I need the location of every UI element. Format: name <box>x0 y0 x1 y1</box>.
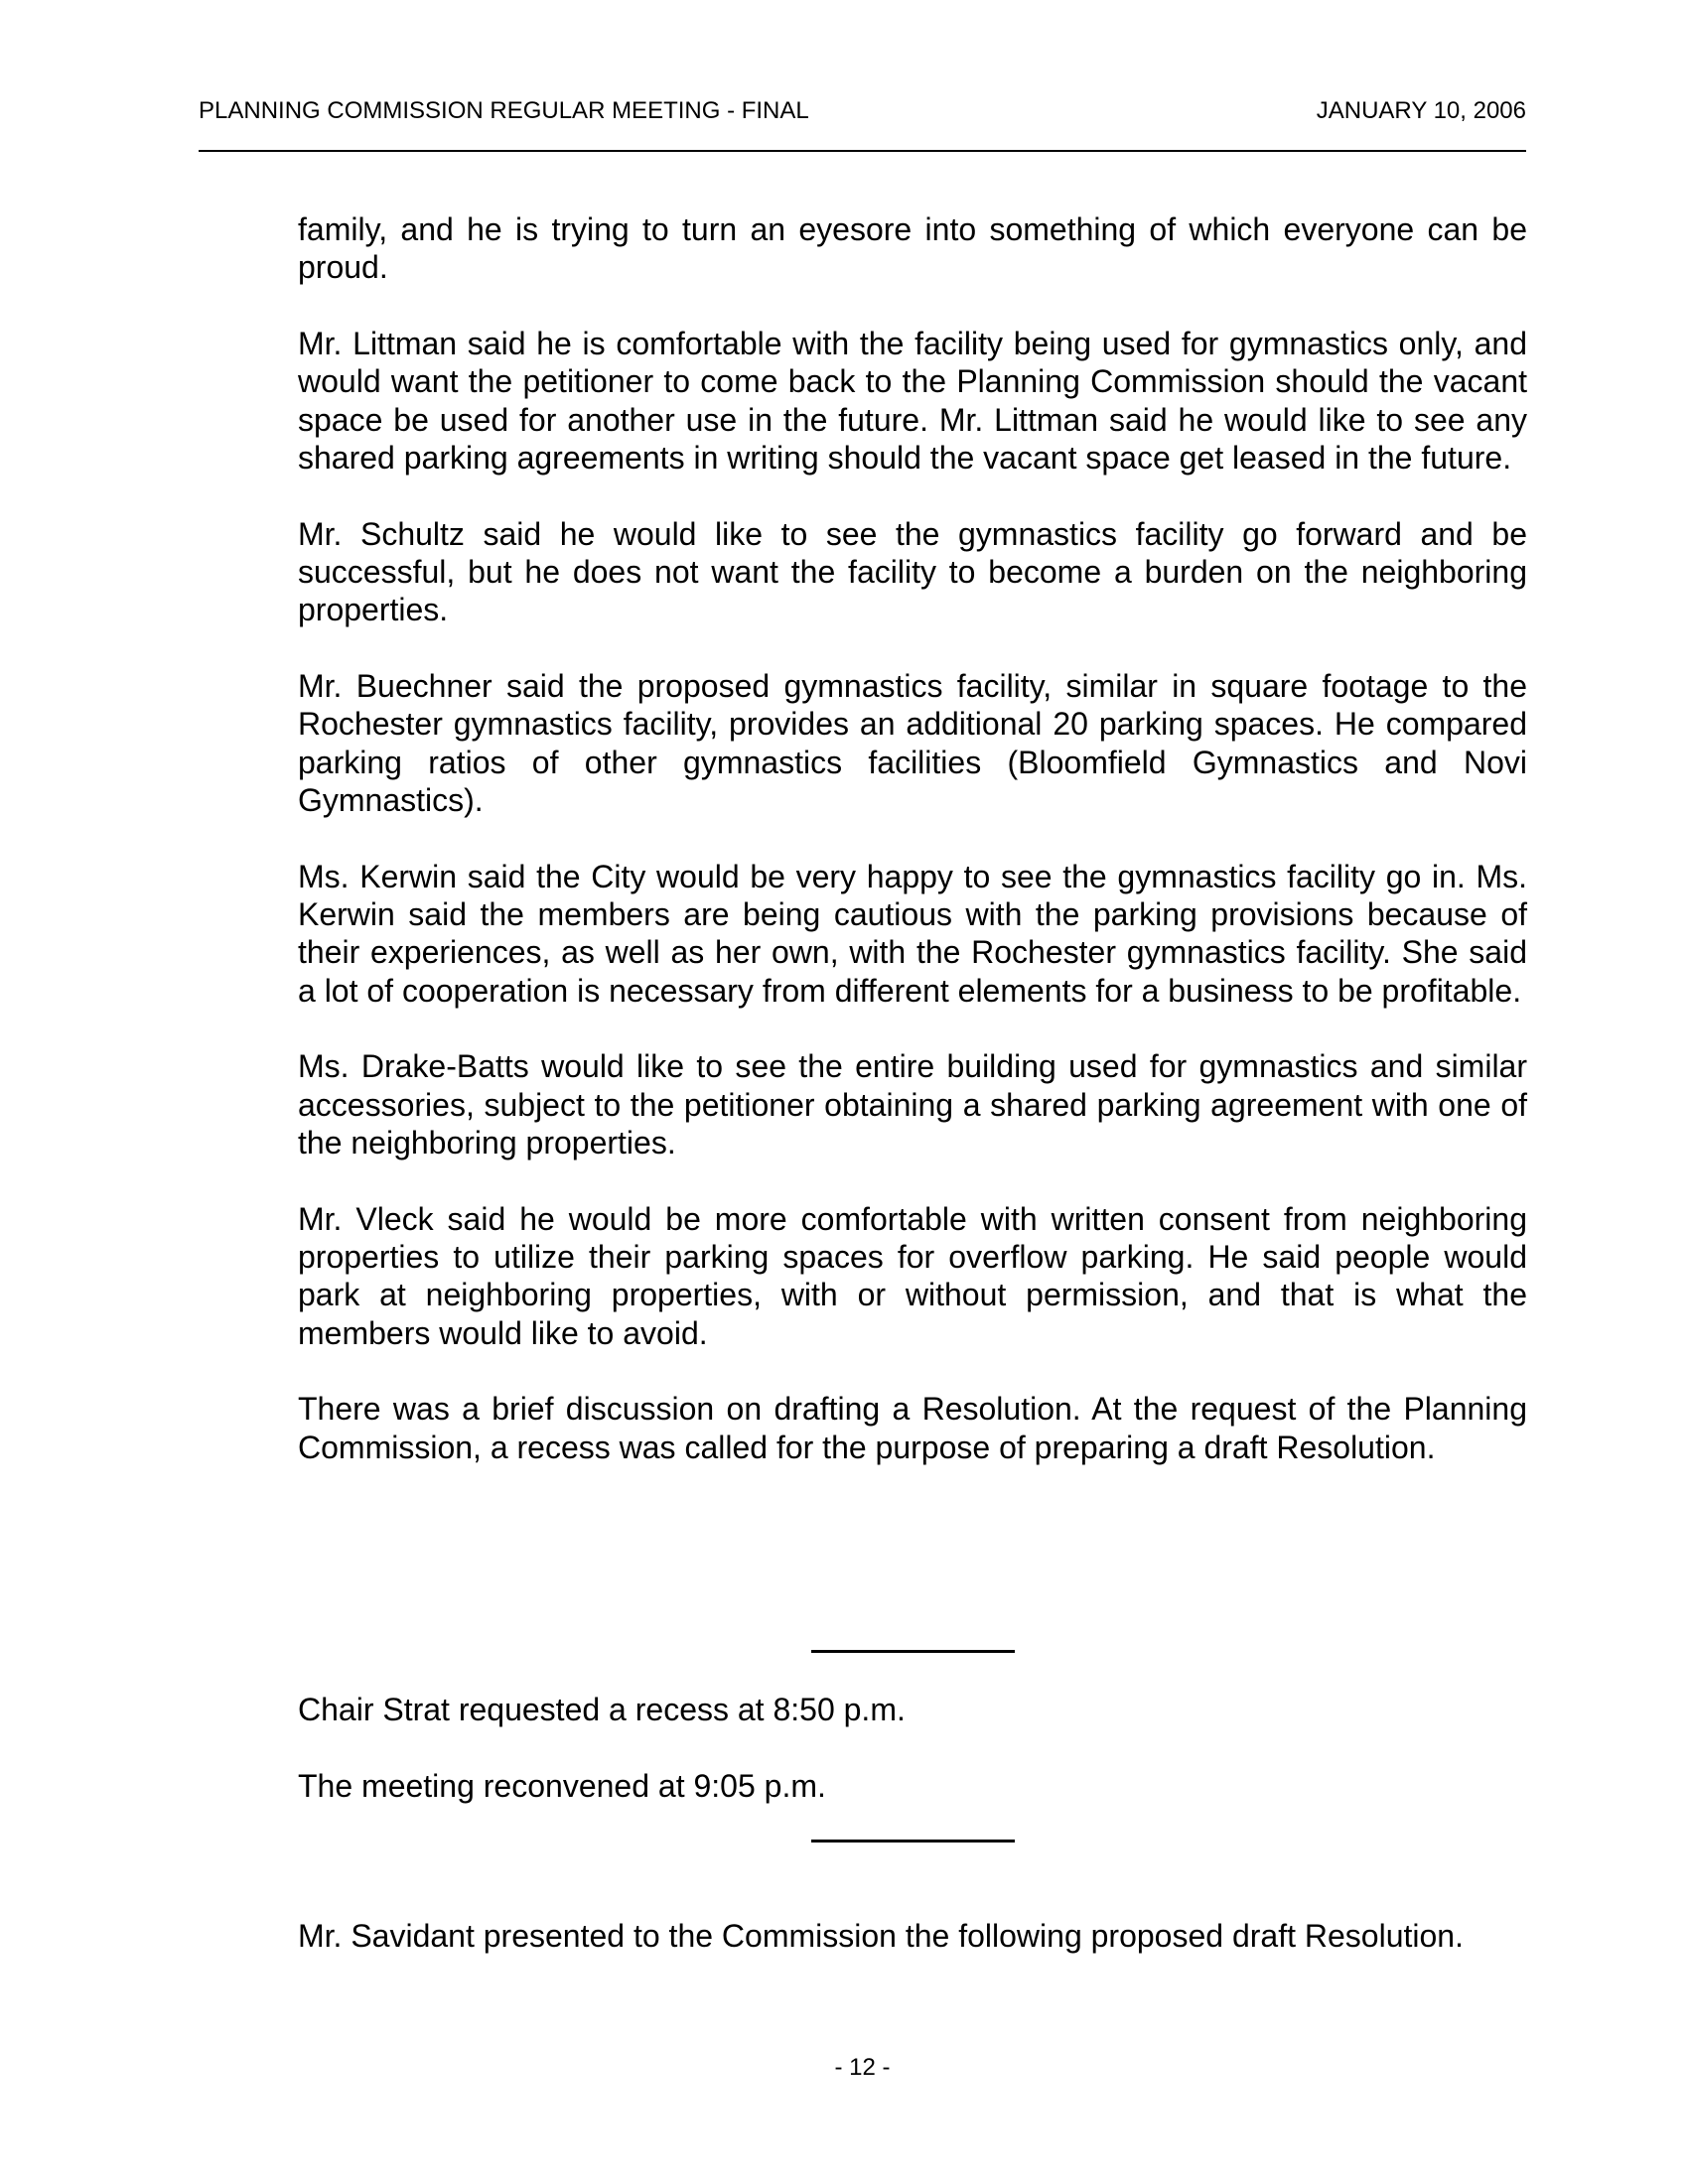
section-separator <box>811 1840 1015 1843</box>
paragraph-littman: Mr. Littman said he is comfortable with the facility being used for gymnastics only, and would want the petitioner to come back to the Planning Commission should the vacant space be used for another use in the future. Mr. Littman said he would like to see any shared parking agreements in writing should the vacant space get leased in the future. <box>298 325 1527 476</box>
minutes-body <box>298 210 1527 1466</box>
paragraph-schultz: Mr. Schultz said he would like to see the gymnastics facility go forward and be successful, but he does not want the facility to become a burden on the neighboring properties. <box>298 515 1527 628</box>
document-title: PLANNING COMMISSION REGULAR MEETING - FINAL <box>199 97 809 124</box>
paragraph-vleck: Mr. Vleck said he would be more comfortable with written consent from neighboring properties to utilize their parking spaces for overflow parking. He said people would park at neighboring properties, with or without permission, and that is what the members would like to avoid. <box>298 1200 1527 1351</box>
paragraph-resolution-discussion: There was a brief discussion on drafting a Resolution. At the request of the Planning Commission, a recess was called for the purpose of preparing a draft Resolution. <box>298 1391 1527 1465</box>
section-separator <box>811 1650 1015 1653</box>
paragraph-buechner: Mr. Buechner said the proposed gymnastics facility, similar in square footage to the Rochester gymnastics facility, provides an additional 20 parking spaces. He compared parking ratios of other gymnastics facilities (Bloomfield Gymnastics and Novi Gymnastics). <box>298 667 1527 818</box>
paragraph-continuation: family, and he is trying to turn an eyesore into something of which everyone can be proud. <box>298 211 1527 286</box>
paragraph-kerwin: Ms. Kerwin said the City would be very happy to see the gymnastics facility go in. Ms. Kerwin said the members are being cautious with the parking provisions because of their experiences, as well as her own, with the Rochester gymnastics facility. She said a lot of cooperation is necessary from different elements for a business to be profitable. <box>298 858 1527 1009</box>
page-header <box>199 96 1526 126</box>
closing-statement: Mr. Savidant presented to the Commission the following proposed draft Resolution. <box>298 1918 1464 1954</box>
page-number: - 12 - <box>834 2054 891 2081</box>
header-divider <box>199 150 1526 152</box>
paragraph-drake-batts: Ms. Drake-Batts would like to see the entire building used for gymnastics and similar accessories, subject to the petitioner obtaining a shared parking agreement with one of the neighboring properties. <box>298 1048 1527 1160</box>
meeting-date: JANUARY 10, 2006 <box>1316 97 1526 124</box>
recess-statement: Chair Strat requested a recess at 8:50 p.m. <box>298 1692 906 1727</box>
reconvene-statement: The meeting reconvened at 9:05 p.m. <box>298 1768 826 1804</box>
